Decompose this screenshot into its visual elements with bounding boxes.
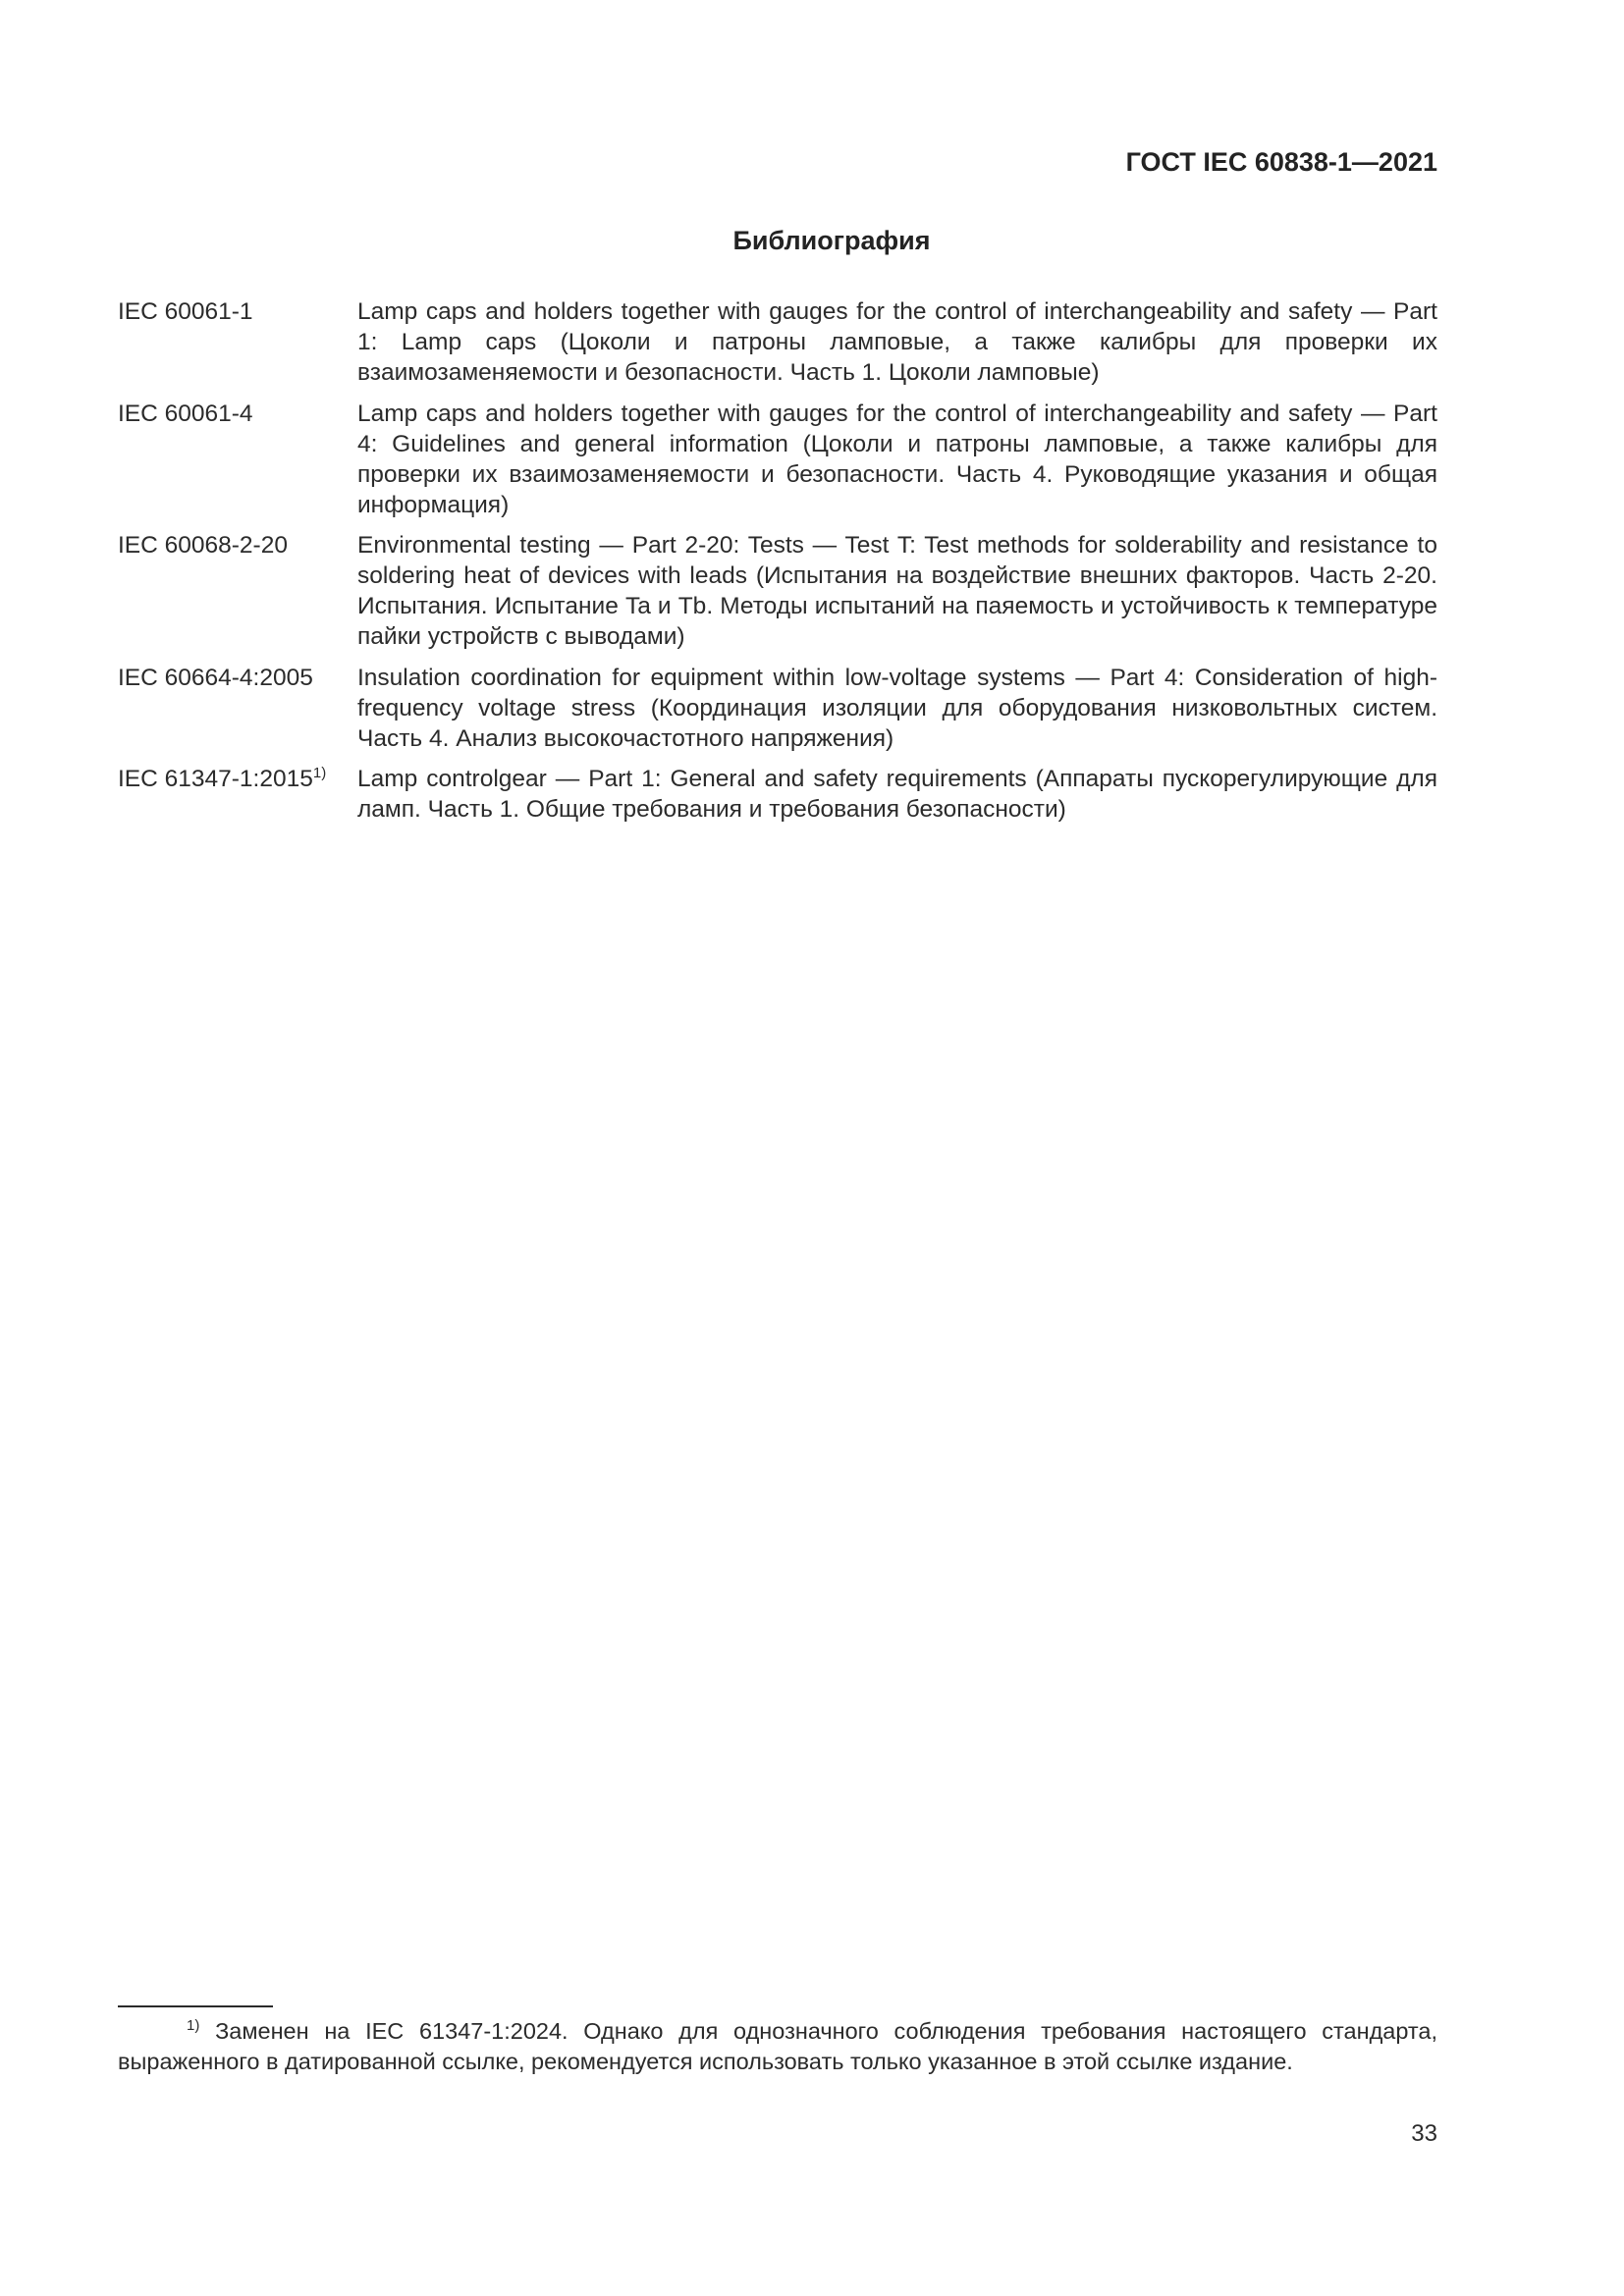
entry-reference: IEC 60664-4:2005 <box>118 664 313 691</box>
footnote-divider <box>118 2005 273 2007</box>
entry-reference: IEC 61347-1:2015$^{1)}$ <box>118 764 327 792</box>
bibliography-entry <box>118 530 1437 652</box>
page-title: Библиография <box>732 226 931 255</box>
bibliography-entry <box>118 296 1437 388</box>
document-code: ГОСТ IEC 60838-1—2021 <box>1125 147 1437 177</box>
entry-description: Insulation coordination for equipment within low-voltage systems — Part 4: Consideration of high-frequency voltage stress (Координация изоляции для оборудования низковольтных систем. Часть 4. Анализ высокочастотного напряжения) <box>357 664 1437 752</box>
entry-reference: IEC 60061-4 <box>118 400 253 427</box>
entry-reference: IEC 60061-1 <box>118 298 253 325</box>
footnote-mark: 1) <box>187 2017 200 2035</box>
entry-description: Environmental testing — Part 2-20: Tests — Test T: Test methods for solderability and resistance to soldering heat of devices with leads (Испытания на воздействие внешних факторов. Часть 2-20. Испытания. Испытание Ta и Tb. Методы испытаний на паяемость и устойчивость к температуре пайки устройств с выводами) <box>357 532 1437 650</box>
footnote-reference-mark: 1) <box>312 764 327 781</box>
entry-reference: IEC 60068-2-20 <box>118 532 288 559</box>
bibliography-entry <box>118 764 1437 825</box>
page-number: 33 <box>1411 2120 1437 2147</box>
entry-description: Lamp controlgear — Part 1: General and safety requirements (Аппараты пускорегулирующие для ламп. Часть 1. Общие требования и требования безопасности) <box>357 766 1437 823</box>
bibliography-entry <box>118 663 1437 754</box>
entry-description: Lamp caps and holders together with gauges for the control of interchangeability and safety — Part 1: Lamp caps (Цоколи и патроны ламповые, а также калибры для проверки их взаимозаменяемости и безопасности. Часть 1. Цоколи ламповые) <box>357 298 1437 386</box>
footnote <box>118 2016 1437 2077</box>
footnote-text: Заменен на IEC 61347-1:2024. Однако для однозначного соблюдения требования настоящего стандарта, выраженного в датированной ссылке, рекомендуется использовать только указанное в этой ссылке издание. <box>118 2018 1437 2074</box>
bibliography-list <box>118 296 1437 835</box>
entry-description: Lamp caps and holders together with gauges for the control of interchangeability and safety — Part 4: Guidelines and general information (Цоколи и патроны ламповые, а также калибры для проверки их взаимозаменяемости и безопасности. Часть 4. Руководящие указания и общая информация) <box>357 400 1437 518</box>
bibliography-entry <box>118 399 1437 520</box>
